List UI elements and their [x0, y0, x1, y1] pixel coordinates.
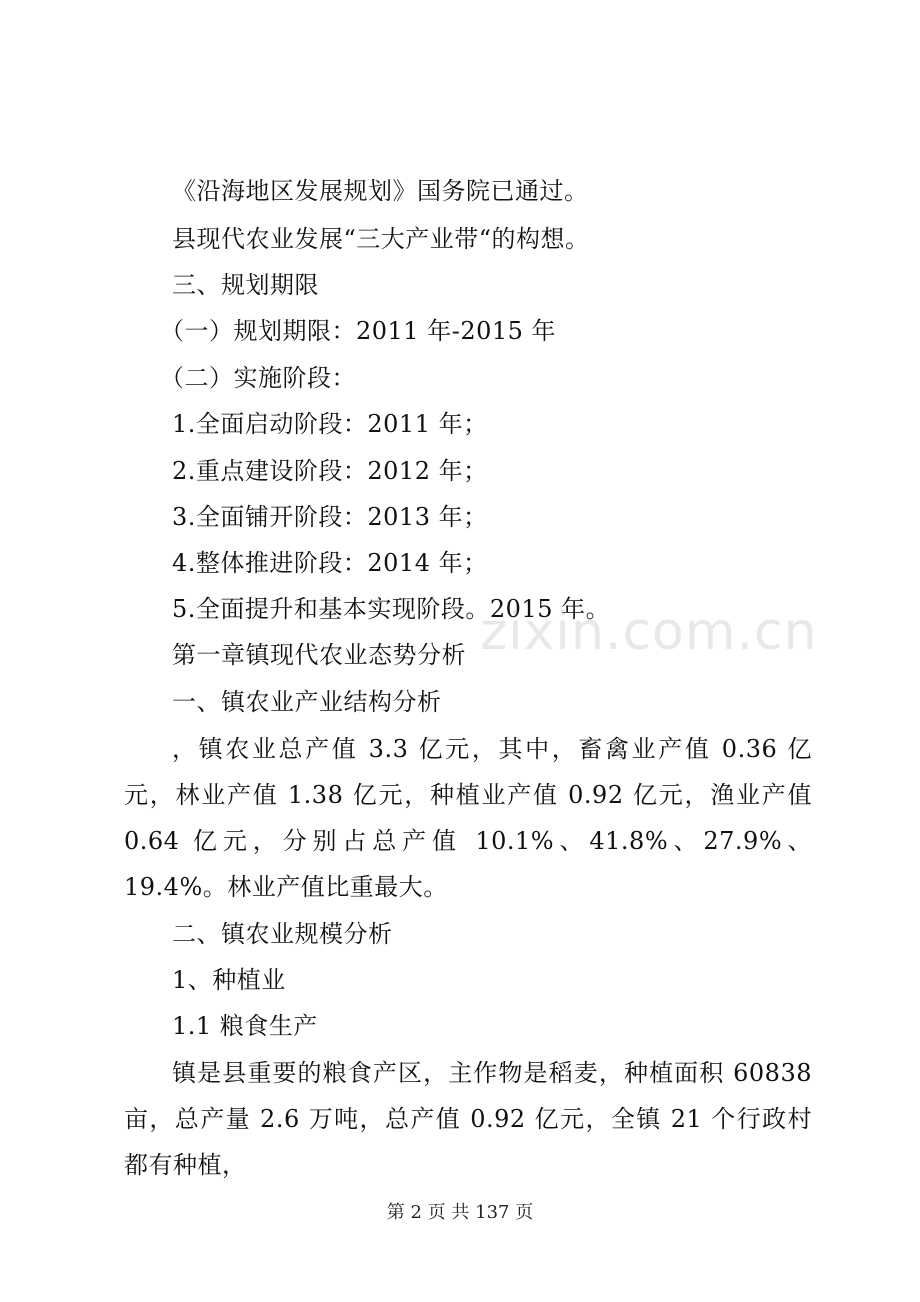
list-item: 3.全面铺开阶段：2013 年； — [172, 503, 488, 531]
list-item: 2.重点建设阶段：2012 年； — [172, 457, 488, 485]
text-line: 县现代农业发展“三大产业带“的构想。 — [172, 225, 590, 253]
paragraph: 镇是县重要的粮食产区，主作物是稻麦，种植面积 60838 亩，总产量 2.6 万吨，总产值 0.92 亿元，全镇 21 个行政村都有种植， — [124, 1059, 812, 1179]
paragraph: ，镇农业总产值 3.3 亿元，其中，畜禽业产值 0.36 亿元，林业产值 1.38 亿元，种植业产值 0.92 亿元，渔业产值 0.64 亿元，分别占总产值 10.1%、41.8%、27.9%、19.4%。林业产值比重最大。 — [124, 735, 812, 901]
subsection-heading: 1、种植业 — [172, 966, 286, 994]
list-item: 4.整体推进阶段：2014 年； — [172, 549, 488, 577]
section-heading: 二、镇农业规模分析 — [172, 920, 393, 948]
section-heading: 一、镇农业产业结构分析 — [172, 688, 442, 716]
text-line: （二）实施阶段： — [160, 364, 356, 392]
list-item: 1.全面启动阶段：2011 年； — [172, 410, 488, 438]
text-line: 《沿海地区发展规划》国务院已通过。 — [172, 177, 589, 205]
section-heading: 三、规划期限 — [172, 271, 319, 299]
list-item: 5.全面提升和基本实现阶段。2015 年。 — [172, 595, 611, 623]
chapter-heading: 第一章镇现代农业态势分析 — [172, 641, 466, 669]
page-footer: 第 2 页 共 137 页 — [386, 1202, 534, 1223]
watermark: zixin.com.cn — [480, 602, 818, 662]
text-line: （一）规划期限：2011 年-2015 年 — [160, 317, 557, 345]
subsection-heading: 1.1 粮食生产 — [172, 1012, 318, 1040]
